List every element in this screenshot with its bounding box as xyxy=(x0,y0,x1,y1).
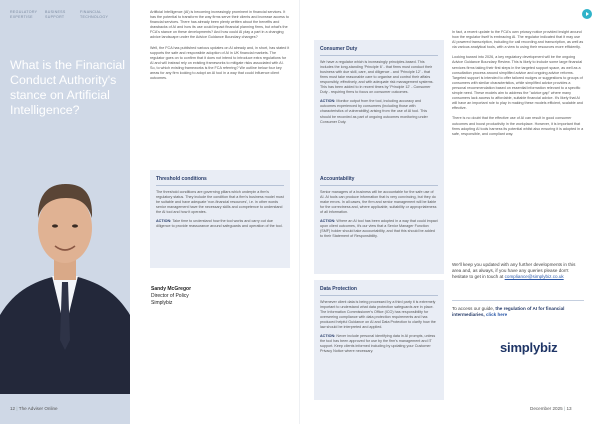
publication-name: The Adviser Online xyxy=(18,406,58,411)
contact-block xyxy=(452,262,584,281)
contact-email-link[interactable]: compliance@simplybiz.co.uk xyxy=(504,274,564,280)
contact-text: We'll keep you updated with any further developments in this area and, as always, if you have any queries please don't hesitate to get in touch at xyxy=(452,262,576,280)
accountability-body: Senior managers of a business will be accountable for the safe use of AI. AI tools can produce information that is very convincing, but they do make errors. In all cases, the firm and senior management will be liable for the correctness and, where applicable, suitability or appropriateness of all information. xyxy=(320,189,437,214)
brand-tags xyxy=(10,10,109,19)
brand-tag: FINANCIAL TECHNOLOGY xyxy=(80,10,109,19)
footer-separator: | xyxy=(16,406,19,411)
author-name: Sandy McGregor xyxy=(151,286,192,292)
play-icon[interactable] xyxy=(582,9,592,19)
action-text: Where an AI tool has been adopted in a way that could impact upon client outcomes, it's our view that a Senior Manager Function (SMF) holder should take accountability, and that this should be added to their Statement of Responsibility. xyxy=(320,219,438,239)
divider xyxy=(156,185,284,186)
consumer-duty-action xyxy=(320,99,438,124)
simplybiz-logo xyxy=(500,340,557,355)
right-paragraph: Looking toward into 2026, a key regulatory development will be the ongoing Advice Guidance Boundary Review. This is likely to include some large financial services firms taking their first steps in the targeted support space, as well as a consultation process around simplified advice and ongoing advice reforms. Targeted support is intended to offer tailored nudges or suggestions to groups of consumers with similar characteristics, while simplified advice provides a personal recommendation based on essential information relevant to a specific simple need. These models aim to address the "advice gap" where many consumers lack access to affordable, suitable financial advice. It's likely that AI will have an important role to play in making these models efficient, scalable and effective. xyxy=(452,55,583,111)
access-prefix: To access our guide, xyxy=(452,306,495,311)
hero-title: What is the Financial Conduct Authority's stance on Artificial Intelligence? xyxy=(10,58,126,117)
data-protection-box xyxy=(314,280,444,400)
divider xyxy=(320,185,438,186)
page-number: 12 xyxy=(10,406,16,411)
click-here-link[interactable]: click here xyxy=(485,312,508,318)
accountability-action xyxy=(320,219,438,239)
action-text: Monitor output from the tool, including accuracy and outcomes experienced by consumers (including those with characteristics of vulnerability) arising from the use of AI tool. This should be recorded as part of ongoing outcomes monitoring under Consumer Duty. xyxy=(320,99,428,124)
threshold-action xyxy=(156,219,284,229)
right-column xyxy=(452,30,584,142)
access-guide-title: the regulation of AI for financial intermediaries, xyxy=(452,306,565,318)
action-text: Never include personal identifying data in AI prompts, unless the tool has been approved for use by the firm's management and IT support. Keep clients informed including by updating your Customer Privacy Notice where necessary. xyxy=(320,334,436,354)
threshold-body: The threshold conditions are governing pillars which underpin a firm's regulatory status. They include the condition that a firm's business model must be suitable and have adequate 'non-financial resources', i.e. in other words senior management have the necessary skills and competence to understand the AI tool and how it operates. xyxy=(156,189,284,214)
consumer-duty-body: We have a regulator which is increasingly principles-based. This includes the long-standing 'Principle 6' - that firms must conduct their business with due skill, care, and diligence - and 'Principle 12' - that firms must take reasonable care to organise and control their affairs responsibly, effectively, and with adequate risk management systems. This has been added to in recent times by 'Principle 12' - Consumer Duty - requiring firms to focus on consumer outcomes. xyxy=(320,59,434,95)
page-number: 13 xyxy=(566,406,572,411)
data-protection-action xyxy=(320,334,438,354)
action-label: ACTION: xyxy=(156,219,172,224)
action-label: ACTION: xyxy=(320,219,336,224)
divider xyxy=(320,55,438,56)
footer-separator: | xyxy=(563,406,567,411)
guide-access-block xyxy=(452,306,584,318)
author-caption xyxy=(151,286,231,306)
divider xyxy=(320,295,438,296)
threshold-heading: Threshold conditions xyxy=(156,176,207,182)
author-title: Director of Policy xyxy=(151,292,189,299)
right-paragraph: There is no doubt that the effective use of AI can result in good consumer outcomes and boost productivity in the workplace. However, it is important that firms adopting AI tools harness its potential whilst also ensuring it is adopted in a safe, responsible, and compliant way. xyxy=(452,116,584,136)
divider xyxy=(452,300,584,301)
logo-text: simplybiz xyxy=(500,340,558,355)
action-label: ACTION: xyxy=(320,99,336,104)
accountability-box xyxy=(314,170,444,274)
action-label: ACTION: xyxy=(320,334,336,339)
data-protection-body: Whenever client data is being processed by a third party it is extremely important to understand what data protection safeguards are in place. The Information Commissioner's Office (ICO) has responsibility for overseeing compliance with data protection requirements and has produced helpful Guidance on AI and Data Protection to clarify how the law should be interpreted and applied. xyxy=(320,299,436,330)
accountability-heading: Accountability xyxy=(320,176,355,182)
right-footer xyxy=(530,406,572,411)
data-protection-heading: Data Protection xyxy=(320,286,357,292)
left-footer xyxy=(10,406,58,411)
brand-tag: REGULATORY EXPERTISE xyxy=(10,10,38,19)
action-text: Take time to understand how the tool works and carry out due diligence to provide reassurance around safeguards and operation of the tool. xyxy=(156,219,283,229)
intro-paragraph: Well, the FCA has published various updates on AI already and, in short, has stated it supports the safe and responsible adoption of AI in UK financial markets. The regulator goes on to confirm that it does not intend to introduce extra regulations for AI and will instead rely on existing frameworks to mitigate risks associated with AI. So, to which existing frameworks is the FCA referring? We outline below four key areas for any firm looking to adopt an AI tool in a way that could influence client outcomes. xyxy=(150,45,290,81)
intro-paragraph: Artificial Intelligence (AI) is becoming increasingly prominent in financial services. It has the potential to transform the way firms serve their clients and increase access to financial services. There has already been plenty written about the benefits and drawbacks of AI and how its use could impact financial planning firms, but what's the FCA's stance on these developments? And how could AI play a part in a changing advice landscape under the Advice Guidance Boundary changes? xyxy=(150,10,289,40)
intro-column xyxy=(150,10,290,86)
threshold-box xyxy=(150,170,290,268)
hero-panel xyxy=(0,0,130,424)
issue-date: December 2025 xyxy=(530,406,563,411)
brand-tag: BUSINESS SUPPORT xyxy=(45,10,66,19)
author-portrait xyxy=(0,140,130,394)
right-paragraph: In fact, a recent update to the FCA's own privacy notice provided insight around how the regulator itself is embracing AI. The regulator indicated that it may use AI powered transcription, including for call recording and transcription, as well as via various analytical tools, with a view to using their resources more efficiently. xyxy=(452,30,584,50)
consumer-duty-heading: Consumer Duty xyxy=(320,46,358,52)
author-company: Simplybiz xyxy=(151,299,173,306)
